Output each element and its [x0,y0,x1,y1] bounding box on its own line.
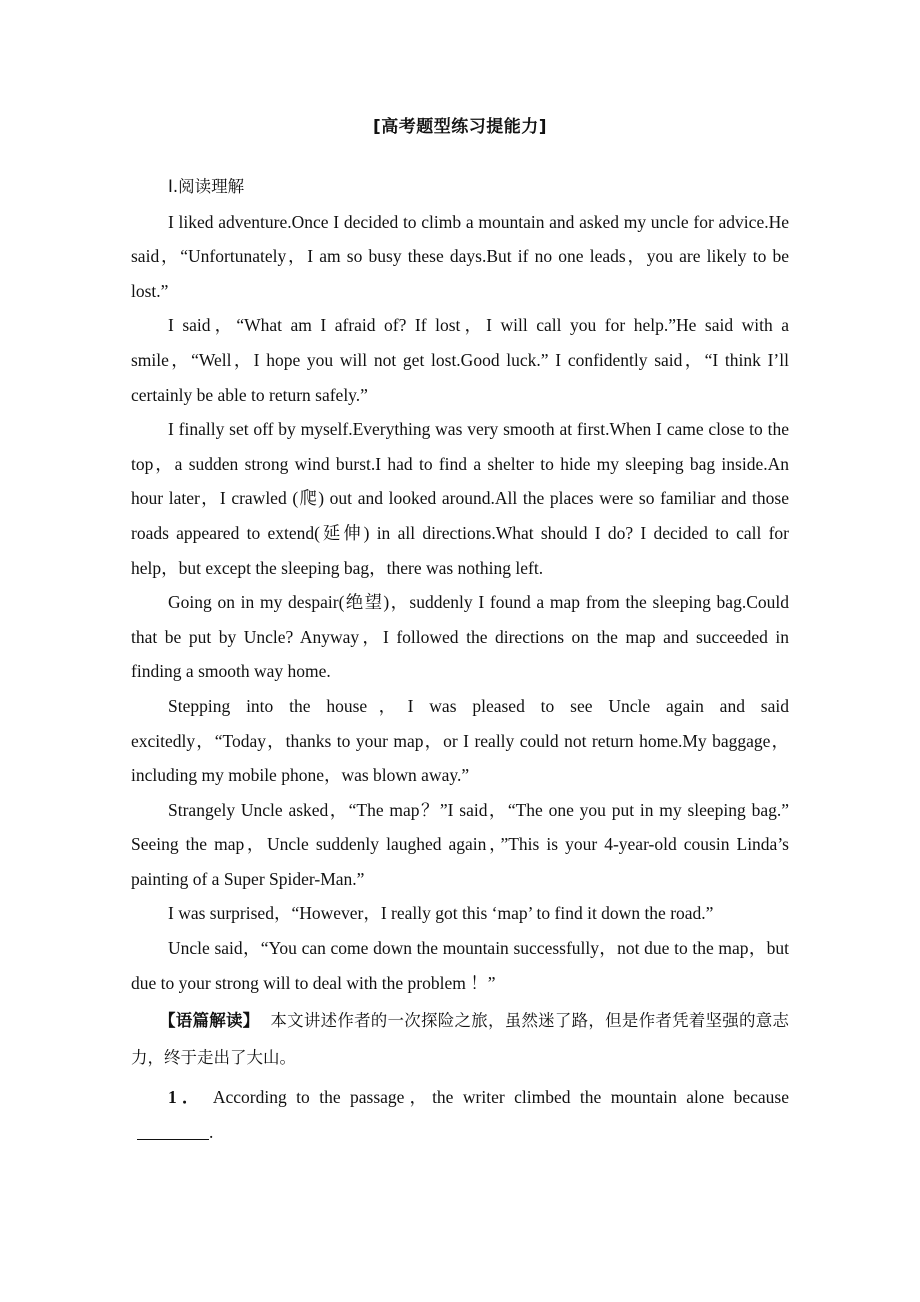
reading-passage [131,170,789,1149]
answer-blank[interactable] [137,1121,209,1140]
paragraph-1: I liked adventure.Once I decided to climb a mountain and asked my uncle for advice.He said，“Unfortunately，I am so busy these days.But if no one leads，you are likely to be lost.” [131,211,789,301]
paragraph-3: I finally set off by myself.Everything was very smooth at first.When I came close to the top，a sudden strong wind burst.I had to find a shelter to hide my sleeping bag inside.An hour later，I crawled (爬) out and looked around.All the places were so familiar and those roads appeared to extend(延伸) in all directions.What should I do? I decided to call for help，but except the sleeping bag，there was nothing left. [131,419,789,578]
paragraph-5: Stepping into the house，I was pleased to see Uncle again and said excitedly，“Today，thanks to your map，or I really could not return home.My baggage，including my mobile phone，was blown away.” [131,695,789,786]
paragraph-6: Strangely Uncle asked，“The map？”I said，“The one you put in my sleeping bag.” Seeing the map，Uncle suddenly laughed again，”This is your 4-year-old cousin Linda’s painting of a Super Spider-Man.” [131,799,789,889]
paragraph-8: Uncle said，“You can come down the mountain successfully，not due to the map，but due to your strong will to deal with the problem ！” [131,938,789,993]
passage-analysis [131,1002,789,1076]
question-text: According to the passage，the writer climbed the mountain alone because [212,1087,789,1108]
section-heading: Ⅰ.阅读理解 [168,177,245,196]
paragraph-2: I said，“What am I afraid of? If lost，I will call you for help.”He said with a smile，“Well，I hope you will not get lost.Good luck.” I confidently said，“I think I’ll certainly be able to return safely.” [131,315,789,405]
page-title: [高考题型练习提能力] [372,117,548,137]
paragraph-7: I was surprised，“However，I really got this ‘map’ to find it down the road.” [168,903,714,924]
paragraph-4: Going on in my despair(绝望)，suddenly I found a map from the sleeping bag.Could that be put by Uncle? Anyway，I followed the directions on the map and succeeded in finding a smooth way home. [131,592,789,682]
analysis-label: 【语篇解读】 [159,1011,260,1031]
question-1: 1． According to the passage，the writer climbed the mountain alone because. [131,1080,789,1149]
question-number: 1． [168,1087,205,1108]
analysis-text: 本文讲述作者的一次探险之旅，虽然迷了路，但是作者凭着坚强的意志力，终于走出了大山。 [131,1011,789,1068]
